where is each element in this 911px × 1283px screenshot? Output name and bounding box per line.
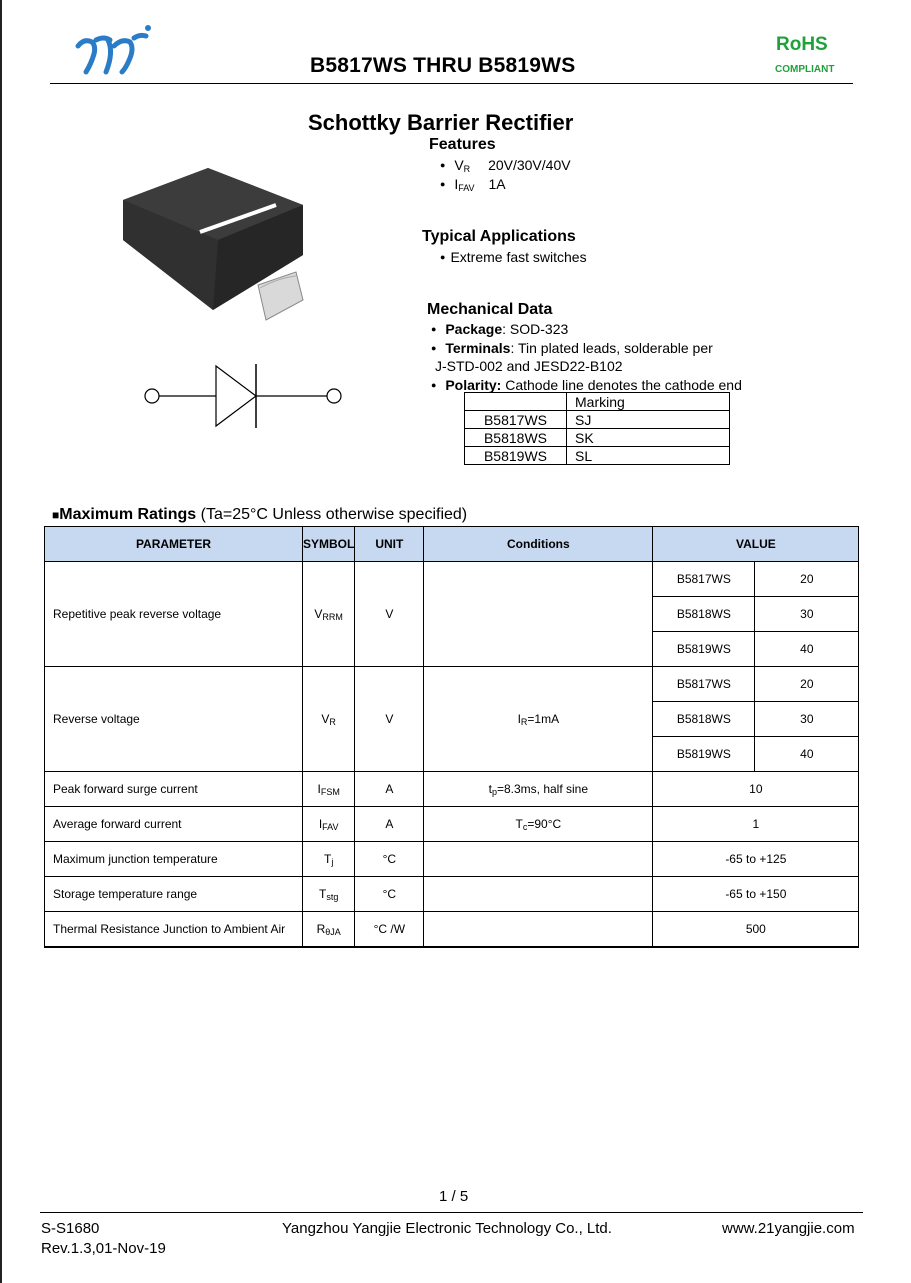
- marking-part: B5819WS: [465, 447, 567, 465]
- marking-row: [465, 411, 730, 429]
- table-row: [45, 562, 859, 597]
- mechanical-terminals: ● Terminals: Tin plated leads, solderable per: [431, 340, 713, 356]
- marking-header-cell: [465, 393, 567, 411]
- sod-323-package-image: [118, 160, 328, 335]
- document-id: S-S1680: [41, 1220, 100, 1237]
- unit-cell: A: [355, 772, 424, 807]
- symbol-cell: $V_{RRM}$: [303, 562, 355, 667]
- symbol-cell: $T_{stg}$: [303, 877, 355, 912]
- revision: Rev.1.3,01-Nov-19: [41, 1240, 166, 1257]
- unit-cell: V: [355, 562, 424, 667]
- parameter-cell: Repetitive peak reverse voltage: [45, 562, 303, 667]
- marking-row: [465, 447, 730, 465]
- conditions-cell: $t_p=8.3ms$, half sine: [424, 772, 653, 807]
- table-row: [45, 667, 859, 702]
- header-parameter: PARAMETER: [45, 527, 303, 562]
- conditions-cell: [424, 842, 653, 877]
- feature-item: ● $I_{FAV}$ 1A: [440, 176, 506, 193]
- company-logo-icon: [74, 24, 154, 76]
- website-link[interactable]: www.21yangjie.com: [722, 1220, 855, 1237]
- marking-row: [465, 429, 730, 447]
- conditions-cell: [424, 912, 653, 948]
- table-header-row: [45, 527, 859, 562]
- unit-cell: V: [355, 667, 424, 772]
- value-cell: 20: [755, 562, 859, 597]
- value-part-cell: B5819WS: [653, 737, 755, 772]
- marking-part: B5818WS: [465, 429, 567, 447]
- conditions-cell: [424, 562, 653, 667]
- table-row: [45, 912, 859, 948]
- parameter-cell: Maximum junction temperature: [45, 842, 303, 877]
- mechanical-package: ● Package: SOD-323: [431, 321, 568, 337]
- marking-header-cell: Marking: [567, 393, 730, 411]
- symbol-cell: $V_R$: [303, 667, 355, 772]
- value-cell: 500: [653, 912, 859, 948]
- symbol-cell: $I_{FSM}$: [303, 772, 355, 807]
- value-part-cell: B5818WS: [653, 597, 755, 632]
- features-heading: Features: [429, 136, 496, 153]
- unit-cell: A: [355, 807, 424, 842]
- header-unit: UNIT: [355, 527, 424, 562]
- header-value: VALUE: [653, 527, 859, 562]
- rohs-badge: RoHS: [776, 34, 828, 55]
- table-row: [45, 842, 859, 877]
- parameter-cell: Average forward current: [45, 807, 303, 842]
- rohs-compliant-label: COMPLIANT: [775, 64, 835, 75]
- square-bullet-icon: ■: [52, 508, 60, 522]
- mechanical-heading: Mechanical Data: [427, 301, 553, 318]
- value-cell: -65 to +150: [653, 877, 859, 912]
- product-subtitle: Schottky Barrier Rectifier: [308, 110, 574, 135]
- value-cell: -65 to +125: [653, 842, 859, 877]
- applications-heading: Typical Applications: [422, 228, 576, 245]
- table-row: [45, 877, 859, 912]
- parameter-cell: Reverse voltage: [45, 667, 303, 772]
- diode-symbol-icon: [140, 362, 350, 430]
- header-symbol: SYMBOL: [303, 527, 355, 562]
- value-part-cell: B5819WS: [653, 632, 755, 667]
- company-name: Yangzhou Yangjie Electronic Technology Co., Ltd.: [282, 1220, 612, 1237]
- symbol-cell: $R_{\theta JA}$: [303, 912, 355, 948]
- table-row: [45, 772, 859, 807]
- value-cell: 40: [755, 737, 859, 772]
- value-cell: 20: [755, 667, 859, 702]
- value-cell: 30: [755, 597, 859, 632]
- value-part-cell: B5817WS: [653, 667, 755, 702]
- marking-code: SL: [567, 447, 730, 465]
- marking-table: [464, 392, 730, 465]
- value-cell: 30: [755, 702, 859, 737]
- marking-code: SJ: [567, 411, 730, 429]
- parameter-cell: Peak forward surge current: [45, 772, 303, 807]
- parameter-cell: Storage temperature range: [45, 877, 303, 912]
- table-row: [45, 807, 859, 842]
- footer-divider: [40, 1212, 863, 1213]
- value-cell: 10: [653, 772, 859, 807]
- conditions-cell: $T_c=90^\circ C$: [424, 807, 653, 842]
- header-conditions: Conditions: [424, 527, 653, 562]
- conditions-cell: [424, 877, 653, 912]
- max-ratings-table: [44, 526, 859, 948]
- page-number: 1 / 5: [439, 1188, 469, 1205]
- value-part-cell: B5818WS: [653, 702, 755, 737]
- feature-item: ● $V_R$ 20V/30V/40V: [440, 157, 571, 174]
- unit-cell: °C: [355, 877, 424, 912]
- parameter-cell: Thermal Resistance Junction to Ambient Air: [45, 912, 303, 948]
- application-item: ● Extreme fast switches: [440, 249, 587, 265]
- value-part-cell: B5817WS: [653, 562, 755, 597]
- conditions-cell: $I_R=1mA$: [424, 667, 653, 772]
- symbol-cell: $T_j$: [303, 842, 355, 877]
- unit-cell: °C /W: [355, 912, 424, 948]
- marking-code: SK: [567, 429, 730, 447]
- page-edge: [0, 0, 2, 1283]
- value-cell: 40: [755, 632, 859, 667]
- symbol-cell: $I_{FAV}$: [303, 807, 355, 842]
- mechanical-terminals-cont: J-STD-002 and JESD22-B102: [435, 358, 623, 374]
- marking-header-row: [465, 393, 730, 411]
- value-cell: 1: [653, 807, 859, 842]
- document-title: B5817WS THRU B5819WS: [310, 54, 576, 77]
- marking-part: B5817WS: [465, 411, 567, 429]
- unit-cell: °C: [355, 842, 424, 877]
- header-divider: [50, 83, 853, 84]
- max-ratings-title: ■Maximum Ratings (Ta=25°C Unless otherwise specified): [52, 506, 468, 523]
- mechanical-polarity: ● Polarity: Cathode line denotes the cathode end: [431, 377, 742, 393]
